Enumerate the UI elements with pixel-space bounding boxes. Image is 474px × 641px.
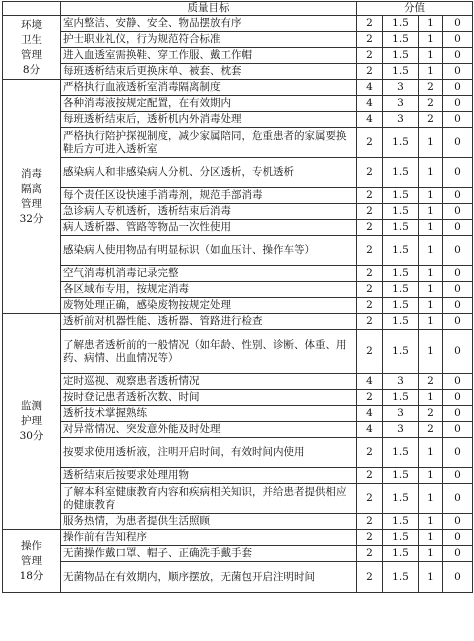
score-cell: 0 <box>443 374 473 390</box>
score-cell: 3 <box>383 374 419 390</box>
score-cell: 1 <box>419 32 443 48</box>
table-row <box>3 112 473 128</box>
goal-item: 各区域布专用，按规定消毒 <box>61 282 357 298</box>
score-cell: 0 <box>443 128 473 158</box>
score-cell: 0 <box>443 314 473 330</box>
table-row <box>3 236 473 266</box>
quality-scoring-sheet <box>2 1 472 593</box>
table-row <box>3 32 473 48</box>
header-row <box>3 2 473 16</box>
score-cell: 4 <box>357 374 383 390</box>
score-cell: 2 <box>357 514 383 530</box>
score-cell: 1 <box>419 266 443 282</box>
category-label-line: 18分 <box>19 569 44 582</box>
goal-item: 严格执行陪护探视制度，减少家属陪同，危重患者的家属要换鞋后方可进入透析室 <box>61 128 357 158</box>
category-label-line: 30分 <box>19 430 44 442</box>
score-cell: 1 <box>419 514 443 530</box>
score-cell: 0 <box>443 220 473 236</box>
table-row <box>3 438 473 468</box>
score-cell: 2 <box>419 374 443 390</box>
table-row <box>3 188 473 204</box>
score-cell: 1 <box>419 188 443 204</box>
goal-item: 各种消毒液按规定配置，在有效期内 <box>61 96 357 112</box>
table-row <box>3 374 473 390</box>
score-cell: 2 <box>357 298 383 314</box>
score-cell: 2 <box>357 282 383 298</box>
score-cell: 1.5 <box>383 484 419 514</box>
score-cell: 2 <box>357 314 383 330</box>
goal-item: 按要求使用透析液，注明开启时间，有效时间内使用 <box>61 438 357 468</box>
score-cell: 2 <box>357 48 383 64</box>
score-cell: 1 <box>419 530 443 546</box>
score-cell: 1.5 <box>383 514 419 530</box>
score-cell: 0 <box>443 236 473 266</box>
goal-item: 按时登记患者透析次数、时间 <box>61 390 357 406</box>
score-cell: 1.5 <box>383 282 419 298</box>
category-header <box>3 2 61 16</box>
category-label-line: 32分 <box>19 212 44 225</box>
goal-item: 空气消毒机消毒记录完整 <box>61 266 357 282</box>
score-cell: 4 <box>357 406 383 422</box>
score-cell: 1 <box>419 236 443 266</box>
score-cell: 1 <box>419 546 443 562</box>
table-row <box>3 314 473 330</box>
goal-item: 无菌物品在有效期内，顺序摆放，无菌包开启注明时间 <box>61 562 357 593</box>
score-cell: 1 <box>419 64 443 80</box>
table-row <box>3 266 473 282</box>
score-cell: 2 <box>357 390 383 406</box>
score-cell: 1.5 <box>383 158 419 188</box>
table-row <box>3 406 473 422</box>
score-cell: 3 <box>383 96 419 112</box>
goal-item: 感染病人使用物品有明显标识（如血压计、操作车等） <box>61 236 357 266</box>
score-cell: 1.5 <box>383 390 419 406</box>
goal-item: 服务热情，为患者提供生活照顾 <box>61 514 357 530</box>
goal-item: 对异常情况、突发意外能及时处理 <box>61 422 357 438</box>
goal-item: 病人透析器、管路等物品一次性使用 <box>61 220 357 236</box>
score-cell: 3 <box>383 112 419 128</box>
goal-item: 急诊病人专机透析，透析结束后消毒 <box>61 204 357 220</box>
goal-item: 了解患者透析前的一般情况（如年龄、性别、诊断、体重、用药、病情、出血情况等） <box>61 330 357 374</box>
goal-item: 操作前有告知程序 <box>61 530 357 546</box>
goal-item: 透析技术掌握熟练 <box>61 406 357 422</box>
score-cell: 0 <box>443 546 473 562</box>
table-row <box>3 514 473 530</box>
goal-item: 透析结束后按要求处理用物 <box>61 468 357 484</box>
category-label-line: 8分 <box>22 63 41 76</box>
scoring-table <box>2 1 473 593</box>
score-cell: 2 <box>357 204 383 220</box>
score-cell: 1.5 <box>383 48 419 64</box>
score-cell: 0 <box>443 406 473 422</box>
score-cell: 3 <box>383 422 419 438</box>
category-label-line: 管理 <box>21 554 42 567</box>
score-cell: 1 <box>419 282 443 298</box>
score-cell: 2 <box>357 484 383 514</box>
score-cell: 1.5 <box>383 32 419 48</box>
score-cell: 1 <box>419 484 443 514</box>
score-cell: 1.5 <box>383 128 419 158</box>
score-cell: 0 <box>443 64 473 80</box>
score-cell: 2 <box>357 220 383 236</box>
goal-item: 废物处理正确，感染废物按规定处理 <box>61 298 357 314</box>
score-cell: 1 <box>419 330 443 374</box>
table-row <box>3 80 473 96</box>
score-cell: 2 <box>357 330 383 374</box>
table-row <box>3 530 473 546</box>
score-cell: 2 <box>357 546 383 562</box>
table-row <box>3 422 473 438</box>
goal-item: 透析前对机器性能、透析器、管路进行检查 <box>61 314 357 330</box>
score-cell: 0 <box>443 298 473 314</box>
score-cell: 1 <box>419 314 443 330</box>
score-header: 分值 <box>357 2 473 16</box>
score-cell: 1 <box>419 468 443 484</box>
table-row <box>3 96 473 112</box>
score-cell: 2 <box>419 96 443 112</box>
score-cell: 0 <box>443 80 473 96</box>
score-cell: 2 <box>419 422 443 438</box>
score-cell: 1 <box>419 220 443 236</box>
score-cell: 0 <box>443 468 473 484</box>
score-cell: 0 <box>443 390 473 406</box>
score-cell: 4 <box>357 96 383 112</box>
score-cell: 0 <box>443 438 473 468</box>
score-cell: 1 <box>419 204 443 220</box>
score-cell: 0 <box>443 204 473 220</box>
category-label-line: 管理 <box>21 48 42 61</box>
table-row <box>3 546 473 562</box>
category-label-line: 卫生 <box>21 33 42 46</box>
score-cell: 2 <box>357 128 383 158</box>
score-cell: 1.5 <box>383 314 419 330</box>
score-cell: 1.5 <box>383 204 419 220</box>
table-row <box>3 204 473 220</box>
table-row <box>3 330 473 374</box>
score-cell: 0 <box>443 96 473 112</box>
score-cell: 2 <box>357 16 383 32</box>
category-cell-disinfection <box>3 80 61 314</box>
category-cell-environment <box>3 16 61 80</box>
score-cell: 2 <box>357 236 383 266</box>
score-cell: 1.5 <box>383 266 419 282</box>
table-row <box>3 220 473 236</box>
goal-item: 进入血透室需换鞋、穿工作服、戴工作帽 <box>61 48 357 64</box>
score-cell: 1 <box>419 562 443 593</box>
goal-item: 每班透析结束后更换床单、被套、枕套 <box>61 64 357 80</box>
goal-item: 每个责任区设快速手消毒剂，规范手部消毒 <box>61 188 357 204</box>
goal-item: 了解本科室健康教育内容和疾病相关知识，并给患者提供相应的健康教育 <box>61 484 357 514</box>
goal-header: 质量目标 <box>61 2 357 16</box>
category-label-line: 管理 <box>21 197 42 210</box>
score-cell: 0 <box>443 158 473 188</box>
score-cell: 1 <box>419 298 443 314</box>
score-cell: 2 <box>357 64 383 80</box>
table-row <box>3 48 473 64</box>
goal-item: 严格执行血液透析室消毒隔离制度 <box>61 80 357 96</box>
score-cell: 1.5 <box>383 468 419 484</box>
score-cell: 1.5 <box>383 330 419 374</box>
category-label-line: 消毒 <box>21 167 42 180</box>
score-cell: 2 <box>357 438 383 468</box>
table-row <box>3 282 473 298</box>
score-cell: 0 <box>443 484 473 514</box>
score-cell: 2 <box>419 406 443 422</box>
score-cell: 2 <box>419 80 443 96</box>
score-cell: 2 <box>419 112 443 128</box>
category-label-line: 操作 <box>21 539 42 552</box>
score-cell: 0 <box>443 422 473 438</box>
score-cell: 2 <box>357 188 383 204</box>
score-cell: 1.5 <box>383 236 419 266</box>
score-cell: 3 <box>383 80 419 96</box>
score-cell: 2 <box>357 158 383 188</box>
score-cell: 1.5 <box>383 438 419 468</box>
goal-item: 室内整洁、安静、安全、物品摆放有序 <box>61 16 357 32</box>
score-cell: 2 <box>357 266 383 282</box>
table-row <box>3 484 473 514</box>
score-cell: 0 <box>443 16 473 32</box>
score-cell: 0 <box>443 188 473 204</box>
score-cell: 0 <box>443 48 473 64</box>
table-row <box>3 468 473 484</box>
score-cell: 1.5 <box>383 562 419 593</box>
table-row <box>3 64 473 80</box>
score-cell: 1.5 <box>383 298 419 314</box>
goal-item: 定时巡视、观察患者透析情况 <box>61 374 357 390</box>
score-cell: 1 <box>419 390 443 406</box>
goal-item: 感染病人和非感染病人分机、分区透析，专机透析 <box>61 158 357 188</box>
score-cell: 1 <box>419 158 443 188</box>
score-cell: 0 <box>443 562 473 593</box>
score-cell: 1 <box>419 16 443 32</box>
goal-item: 无菌操作戴口罩、帽子、正确洗手戴手套 <box>61 546 357 562</box>
table-row <box>3 16 473 32</box>
goal-item: 护士职业礼仪，行为规范符合标准 <box>61 32 357 48</box>
category-cell-operation <box>3 530 61 593</box>
table-row <box>3 390 473 406</box>
score-cell: 3 <box>383 406 419 422</box>
category-cell-monitoring <box>3 314 61 530</box>
score-cell: 1 <box>419 438 443 468</box>
score-cell: 0 <box>443 530 473 546</box>
score-cell: 1.5 <box>383 530 419 546</box>
score-cell: 2 <box>357 530 383 546</box>
score-cell: 1.5 <box>383 220 419 236</box>
score-cell: 4 <box>357 80 383 96</box>
table-row <box>3 158 473 188</box>
category-label-line: 隔离 <box>21 182 42 195</box>
category-label-line: 护理 <box>21 415 42 427</box>
score-cell: 4 <box>357 422 383 438</box>
score-cell: 4 <box>357 112 383 128</box>
table-row <box>3 298 473 314</box>
score-cell: 2 <box>357 562 383 593</box>
score-cell: 0 <box>443 514 473 530</box>
scoring-body <box>3 16 473 593</box>
score-cell: 0 <box>443 112 473 128</box>
category-label-line: 监测 <box>21 400 42 412</box>
score-cell: 1.5 <box>383 188 419 204</box>
score-cell: 1 <box>419 128 443 158</box>
table-row <box>3 128 473 158</box>
category-label-line: 环境 <box>21 18 42 31</box>
score-cell: 1.5 <box>383 546 419 562</box>
score-cell: 2 <box>357 32 383 48</box>
goal-item: 每班透析结束后，透析机内外消毒处理 <box>61 112 357 128</box>
score-cell: 1.5 <box>383 64 419 80</box>
score-cell: 0 <box>443 266 473 282</box>
score-cell: 2 <box>357 468 383 484</box>
score-cell: 0 <box>443 32 473 48</box>
score-cell: 0 <box>443 282 473 298</box>
score-cell: 0 <box>443 330 473 374</box>
table-row <box>3 562 473 593</box>
score-cell: 1 <box>419 48 443 64</box>
score-cell: 1.5 <box>383 16 419 32</box>
